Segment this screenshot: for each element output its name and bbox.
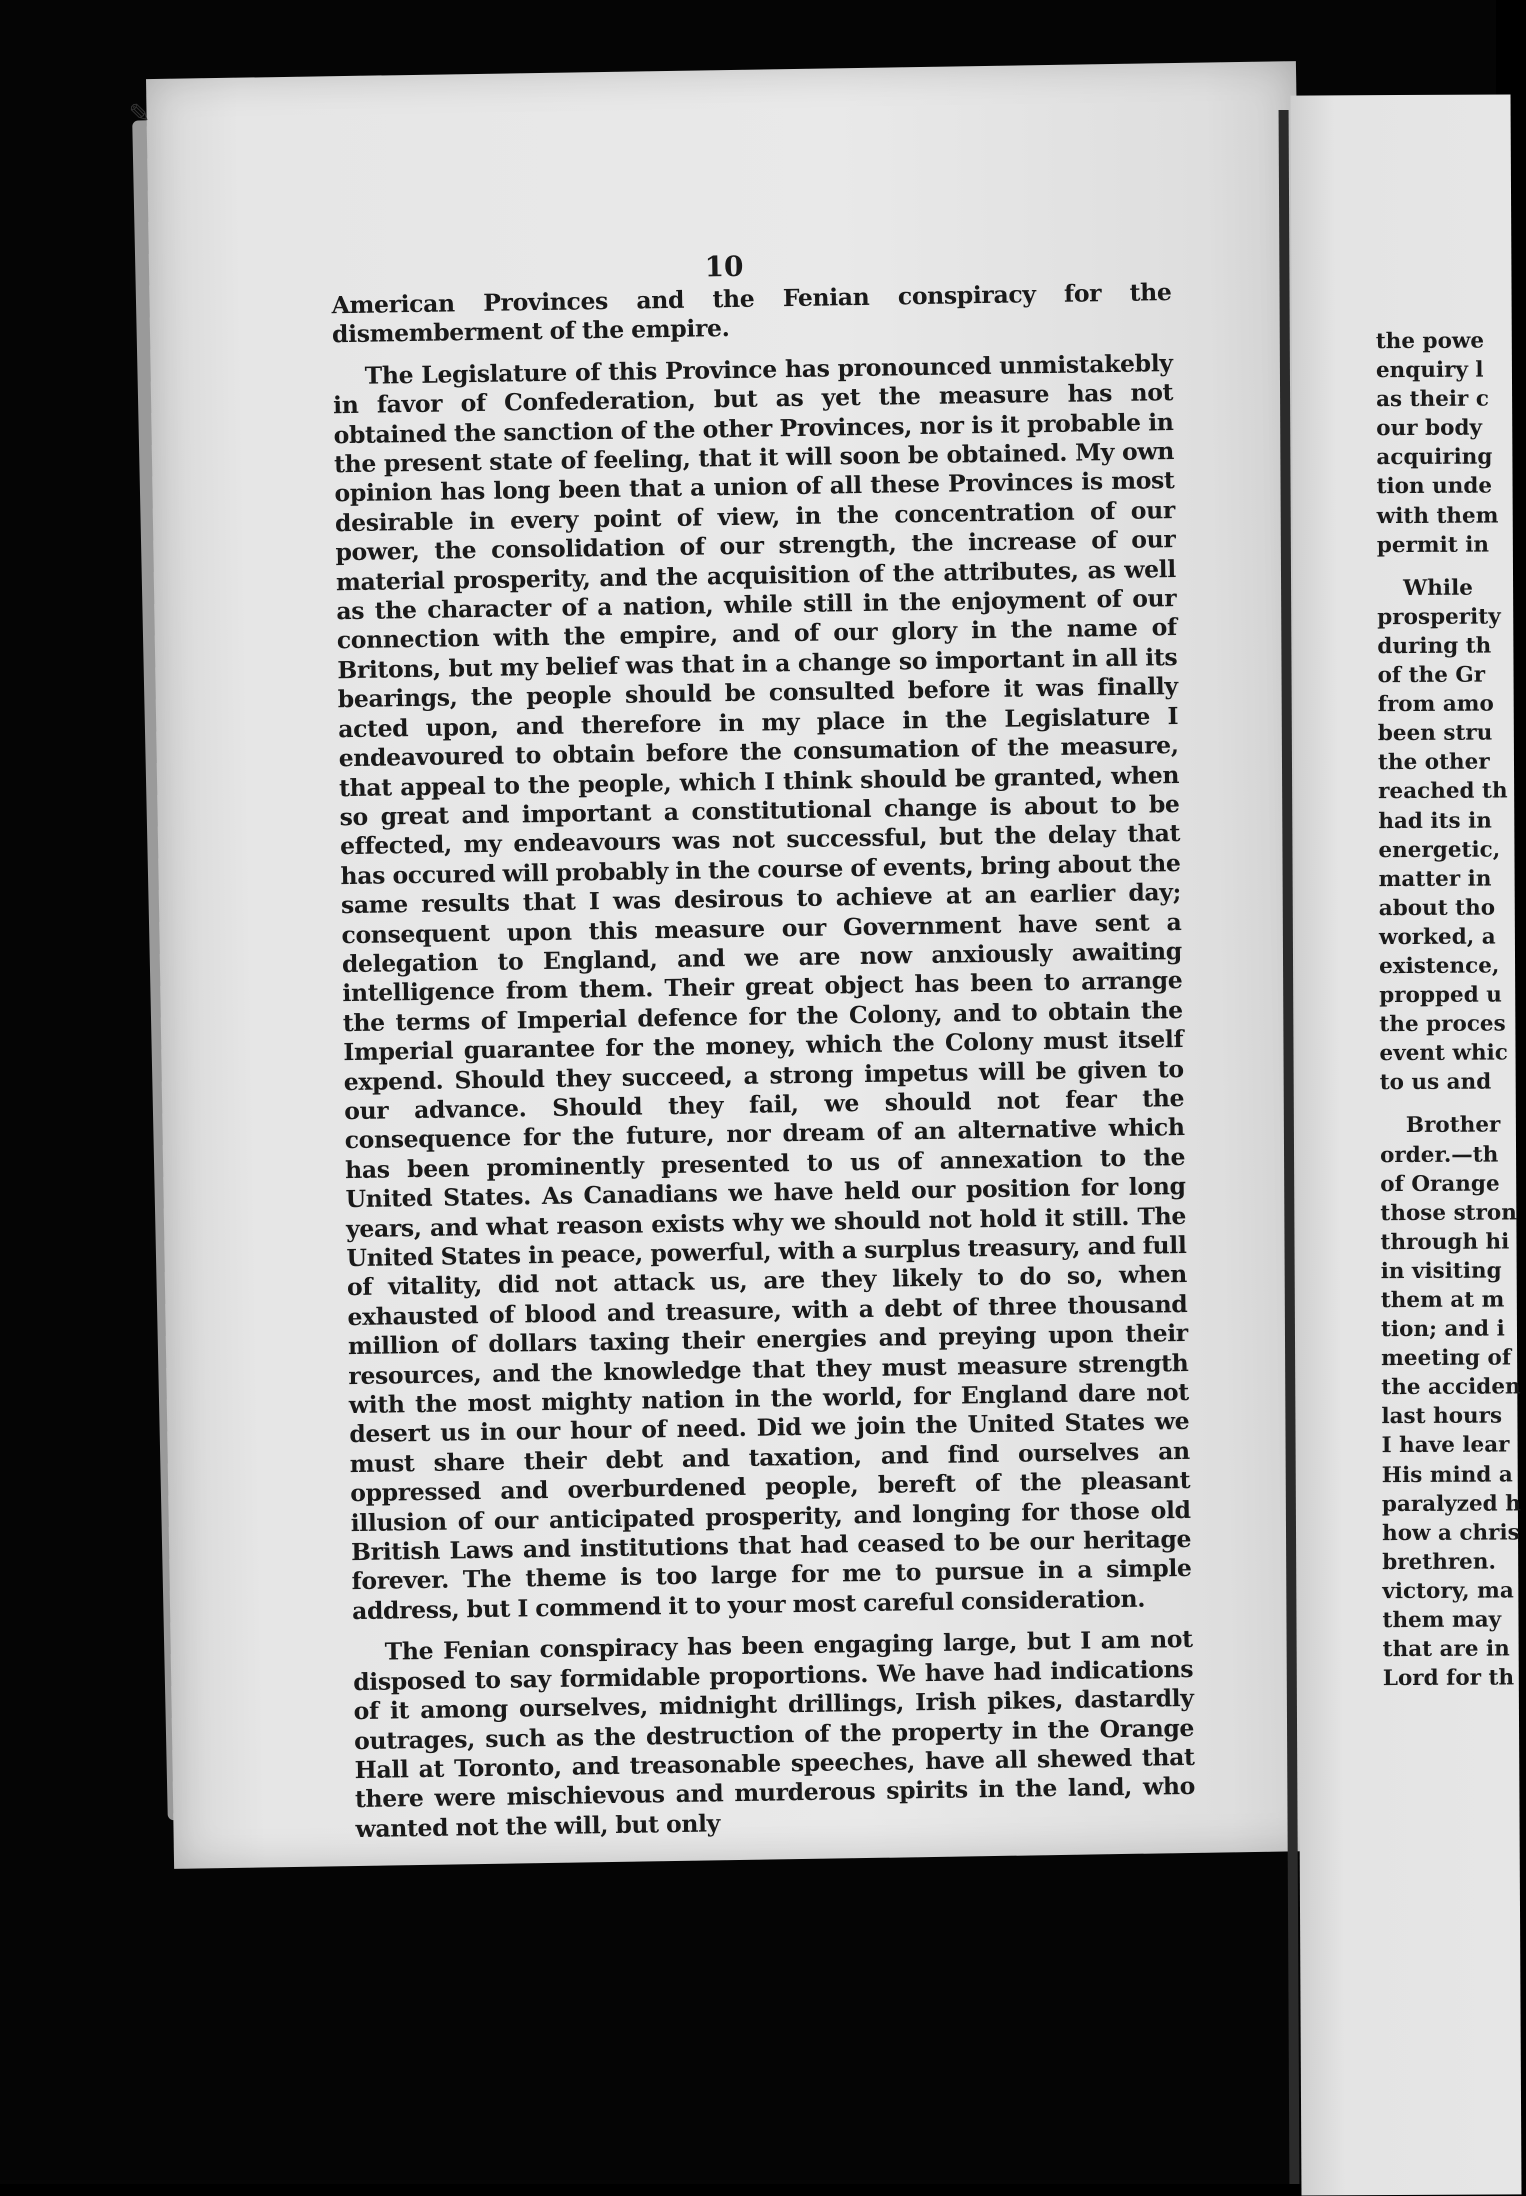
facing-line: I have lear bbox=[1381, 1432, 1510, 1459]
facing-line: of the Gr bbox=[1377, 662, 1486, 689]
facing-line: While bbox=[1403, 575, 1473, 601]
facing-line: energetic, bbox=[1378, 837, 1501, 863]
facing-line: those stron bbox=[1380, 1200, 1517, 1226]
facing-line: Lord for th bbox=[1382, 1665, 1515, 1692]
facing-page bbox=[1291, 94, 1522, 2195]
facing-line: in visiting bbox=[1380, 1258, 1502, 1285]
facing-line: them at m bbox=[1380, 1287, 1505, 1314]
facing-line: to us and bbox=[1379, 1069, 1492, 1096]
paragraph-fenian: The Fenian conspiracy has been engaging large, but I am not disposed to say formidable proportions. We have had indications of it among ourselves, midnight drillings, Irish pikes, dastardly outrages, such as the destruction of the property in the Orange Hall at Toronto, and treasonable speeches, have all shewed that there were mischievous and murderous spirits in the land, who wanted not the will, but only bbox=[352, 1625, 1196, 1843]
page-number: 10 bbox=[704, 249, 744, 284]
facing-line: matter in bbox=[1378, 866, 1492, 892]
facing-line: through hi bbox=[1380, 1229, 1510, 1255]
facing-line: tion unde bbox=[1376, 474, 1493, 500]
facing-line: event whic bbox=[1379, 1040, 1508, 1067]
paragraph-gap bbox=[1377, 559, 1517, 574]
facing-line: brethren. bbox=[1382, 1549, 1496, 1575]
facing-line: tion; and i bbox=[1380, 1316, 1505, 1343]
facing-line: our body bbox=[1376, 415, 1483, 442]
facing-line: as their c bbox=[1376, 386, 1490, 413]
facing-line: propped u bbox=[1379, 982, 1502, 1009]
facing-line: acquiring bbox=[1376, 444, 1493, 471]
facing-line: about tho bbox=[1378, 895, 1496, 921]
facing-line: reached th bbox=[1378, 778, 1508, 805]
facing-line: victory, ma bbox=[1382, 1578, 1514, 1605]
facing-line: worked, a bbox=[1378, 924, 1496, 951]
paragraph-confederation: The Legislature of this Province has pronounced unmistakebly in favor of Confederation, but as yet the measure has not obtained the sanction of the other Provinces, nor is it probable in the present state of feeling, that it will soon be obtained. My own opinion has long been that a union of all these Provinces is most desirable in every point of view, in the concentration of our power, the consolidation of our strength, the increase of our material prosperity, and the acquisition of the attributes, as well as the character of a nation, while still in the enjoyment of our connection with the empire, and of our glory in the name of Britons, but my belief was that in a change so important in all its bearings, the people should be consulted before it was finally acted upon, and therefore in my place in the Legislature I endeavoured to obtain before the consumation of the measure, that appeal to the people, which I think should be granted, when so great and important a constitutional change is about to be effected, my endeavours was not successful, but the delay that has occured will probably in the course of events, bring about the same results that I was desirous to achieve at an earlier day; consequent upon this measure our Government have sent a delegation to England, and we are now anxiously awaiting intelligence from them. Their great object has been to arrange the terms of Imperial defence for the Colony, and to obtain the Imperial guarantee for the money, which the Colony must itself expend. Should they succeed, a strong impetus will be given to our advance. Should they fail, we should not fear the consequence for the future, nor dream of an alternative which has been prominently presented to us of annexation to the United States. As Canadians we have held our position for long years, and what reason exists why we should not hold it still. The United States in peace, powerful, with a surplus treasury, and full of vitality, did not attack us, are they likely to do so, when exhausted of blood and treasure, with a debt of three thousand million of dollars taxing their energies and preying upon their resources, and the knowledge that they must measure strength with the most mighty nation in the world, for England dare not desert us in our hour of need. Did we join the United States we must share their debt and taxation, and find ourselves an oppressed and overburdened people, bereft of the pleasant illusion of our anticipated prosperity, and longing for those old British Laws and institutions that had ceased to be our heritage forever. The theme is too large for me to pursue in a simple address, but I commend it to your most careful consideration. bbox=[332, 348, 1192, 1625]
facing-page-text bbox=[1376, 326, 1523, 1693]
facing-line: with them bbox=[1376, 503, 1499, 529]
paragraph-gap bbox=[1380, 1097, 1520, 1112]
facing-line: the acciden bbox=[1381, 1374, 1521, 1401]
facing-line: Brother bbox=[1405, 1112, 1501, 1139]
paragraph-continuation: American Provinces and the Fenian conspiracy for the dismemberment of the empire. bbox=[331, 278, 1172, 349]
facing-line: how a chris bbox=[1381, 1520, 1520, 1546]
facing-line: the powe bbox=[1375, 328, 1485, 355]
facing-line: them may bbox=[1382, 1607, 1502, 1634]
facing-line: meeting of bbox=[1381, 1345, 1512, 1372]
facing-line: paralyzed h bbox=[1381, 1491, 1521, 1517]
facing-line: prosperity bbox=[1377, 604, 1501, 630]
facing-line: existence, bbox=[1379, 953, 1500, 980]
facing-line: His mind a bbox=[1381, 1462, 1513, 1488]
left-page bbox=[128, 61, 1324, 1869]
facing-line: that are in bbox=[1382, 1636, 1510, 1663]
facing-line: during th bbox=[1377, 633, 1492, 660]
page-body bbox=[331, 278, 1195, 1844]
facing-line: had its in bbox=[1378, 808, 1492, 834]
facing-line: the other bbox=[1377, 749, 1490, 776]
ink-mark: ✎ bbox=[128, 99, 151, 130]
facing-line: last hours bbox=[1381, 1403, 1503, 1430]
facing-line: from amo bbox=[1377, 691, 1494, 718]
facing-line: permit in bbox=[1376, 532, 1490, 558]
facing-line: been stru bbox=[1377, 720, 1493, 747]
facing-line: order.—th bbox=[1379, 1142, 1499, 1168]
facing-line: of Orange bbox=[1380, 1171, 1500, 1197]
facing-line: the proces bbox=[1379, 1011, 1506, 1038]
facing-line: enquiry l bbox=[1375, 357, 1484, 384]
